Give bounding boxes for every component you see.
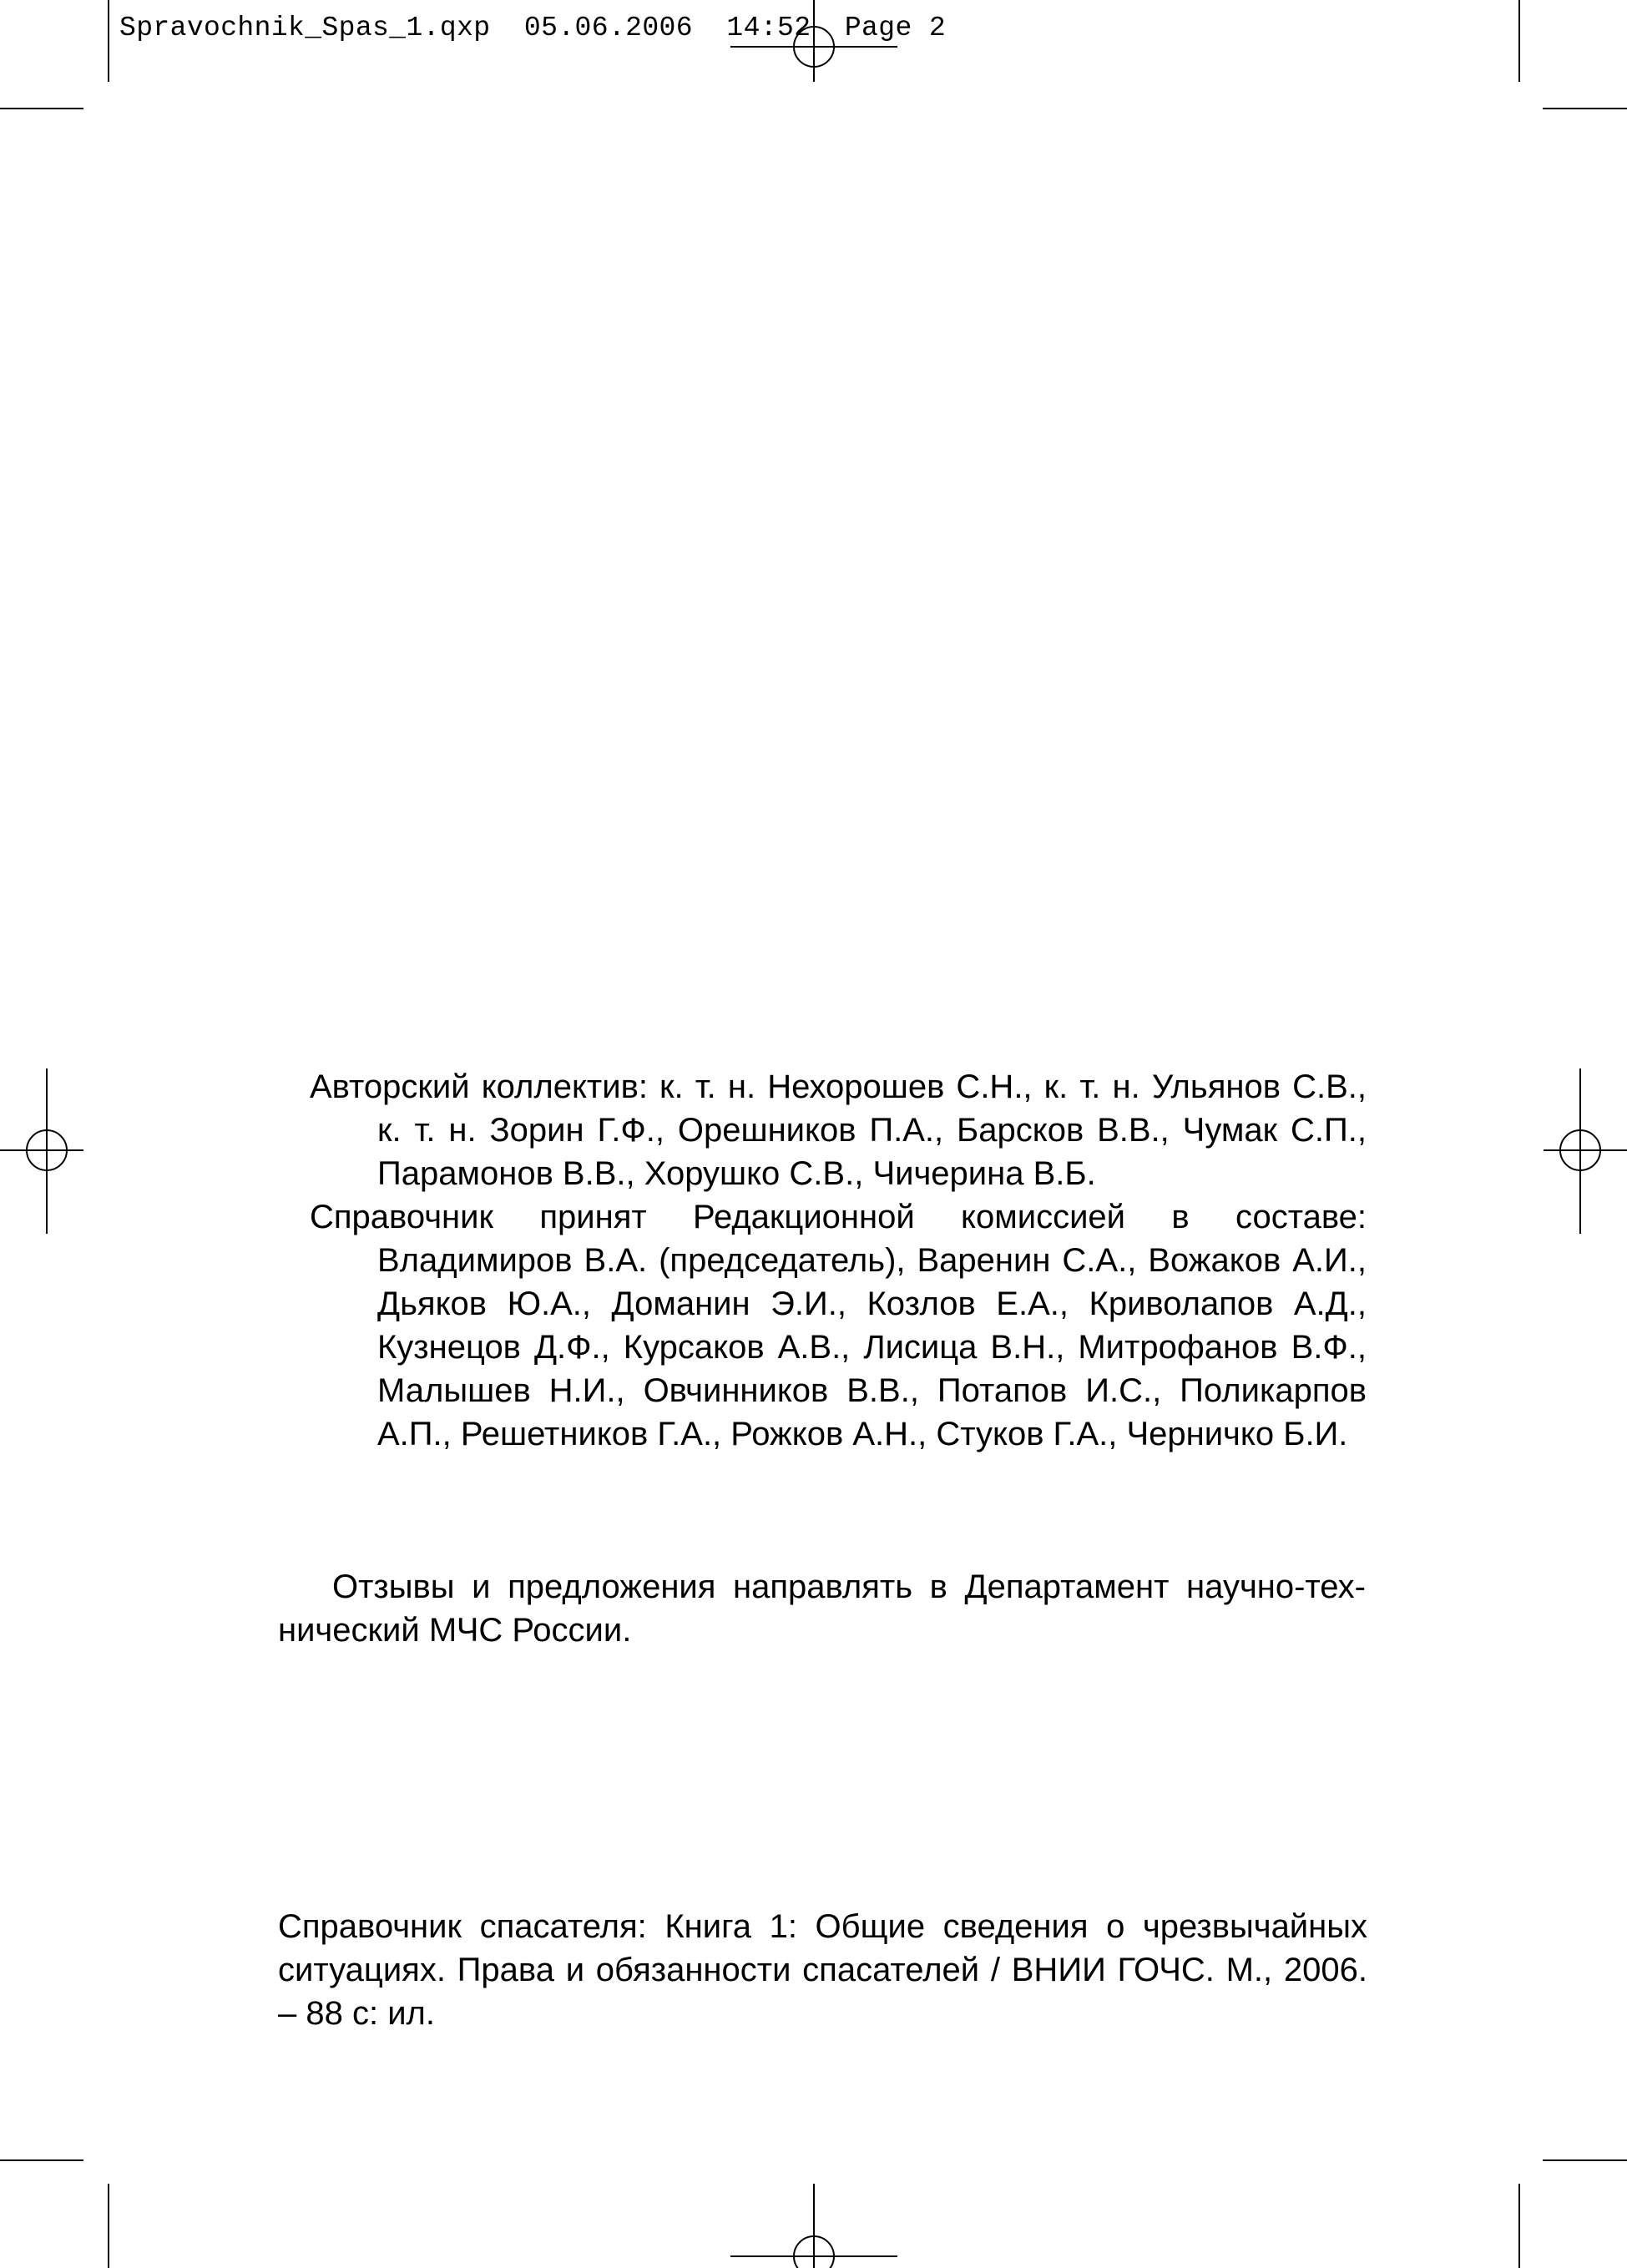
credits-block	[310, 1065, 1367, 1456]
print-slug-line	[119, 12, 946, 45]
slug-time: 14:52	[726, 13, 811, 43]
feedback-note: Отзывы и предложения направлять в Департамент научно-технический МЧС России.	[278, 1568, 1366, 1649]
editorial-commission: Справочник принят Редакционной комиссией в составе: Владимиров В.А. (председатель), Варенин С.А., Вожаков А.И., Дьяков Ю.А., Доманин Э.И., Козлов Е.А., Криволапов А.Д., Кузнецов Д.Ф., Курсаков А.В., Лисица В.Н., Митрофанов В.Ф., Малышев Н.И., Овчинников В.В., Потапов И.С., Поликарпов А.П., Решетников Г.А., Рожков А.Н., Стуков Г.А., Черничко Б.И.	[310, 1199, 1367, 1452]
registration-mark-bottom	[730, 2184, 897, 2268]
author-collective: Авторский коллектив: к. т. н. Нехорошев С.Н., к. т. н. Ульянов С.В., к. т. н. Зорин Г.Ф., Орешников П.А., Барсков В.В., Чумак С.П., Парамонов В.В., Хорушко С.В., Чичерина В.Б.	[310, 1068, 1367, 1192]
registration-mark-right	[1544, 1068, 1627, 1234]
slug-file: Spravochnik_Spas_1.qxp	[119, 13, 491, 43]
slug-date: 05.06.2006	[523, 13, 693, 43]
bibliographic-citation: Справочник спасателя: Книга 1: Общие сведения о чрезвычайных ситуациях. Права и обязанности спасателей / ВНИИ ГОЧС. М., 2006. – 88 с: ил.	[278, 1908, 1367, 2032]
slug-page: Page 2	[844, 13, 947, 43]
registration-mark-left	[0, 1068, 83, 1234]
